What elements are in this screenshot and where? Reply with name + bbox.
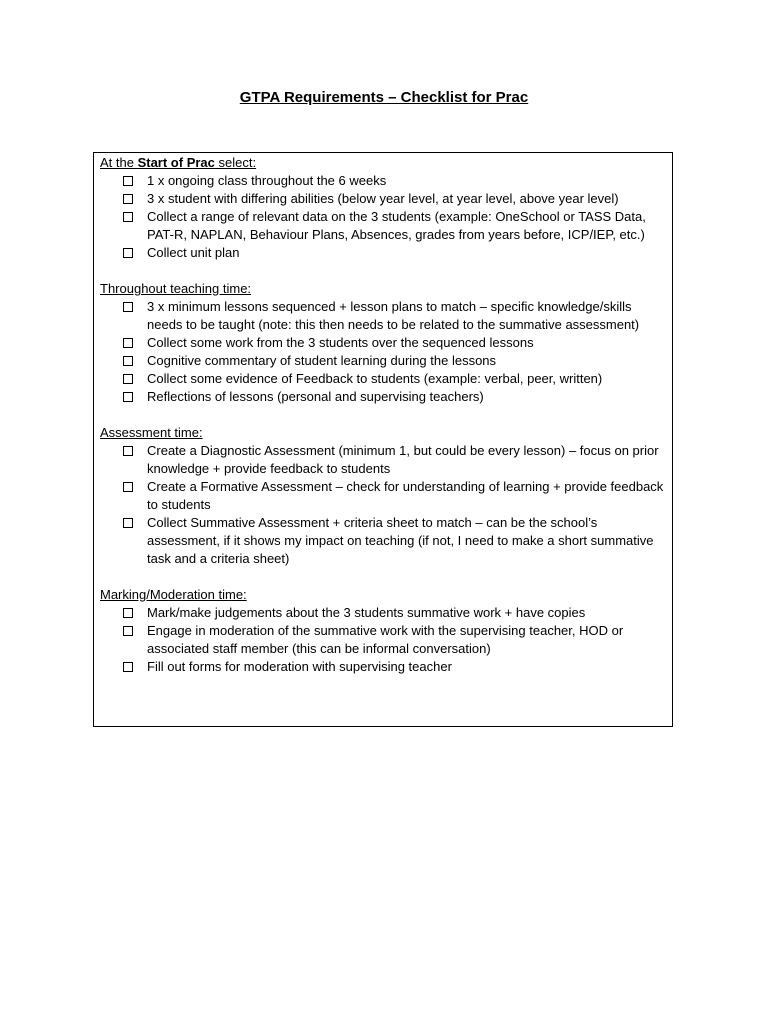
checklist-item (100, 442, 666, 478)
checkbox-icon[interactable] (123, 374, 133, 384)
checklist-item-text: Fill out forms for moderation with supervising teacher (147, 659, 452, 674)
checkbox-icon[interactable] (123, 194, 133, 204)
checklist-item-text: Create a Diagnostic Assessment (minimum 1, but could be every lesson) – focus on prior knowledge + provide feedback to students (147, 443, 659, 476)
checklist-item-text: Collect a range of relevant data on the 3 students (example: OneSchool or TASS Data, PAT-R, NAPLAN, Behaviour Plans, Absences, grades from years before, ICP/IEP, etc.) (147, 209, 646, 242)
checklist-item-text: Engage in moderation of the summative work with the supervising teacher, HOD or associated staff member (this can be informal conversation) (147, 623, 624, 656)
checkbox-icon[interactable] (123, 212, 133, 222)
checkbox-icon[interactable] (123, 518, 133, 528)
section-marking-moderation (100, 586, 666, 676)
checklist-item-text: 1 x ongoing class throughout the 6 weeks (147, 173, 387, 188)
section-heading (100, 154, 666, 172)
checklist-item-text: Mark/make judgements about the 3 students summative work + have copies (147, 605, 586, 620)
page-title: GTPA Requirements – Checklist for Prac (239, 89, 529, 106)
section-heading: Marking/Moderation time: (100, 587, 247, 602)
checklist-item (100, 172, 666, 190)
checklist-item (100, 190, 666, 208)
checkbox-icon[interactable] (123, 392, 133, 402)
checklist-item (100, 370, 666, 388)
checkbox-icon[interactable] (123, 248, 133, 258)
section-heading: Throughout teaching time: (100, 281, 252, 296)
checkbox-icon[interactable] (123, 446, 133, 456)
section-heading-prefix: At the (100, 155, 138, 170)
checklist-box (93, 152, 673, 727)
checklist-item-text: Collect unit plan (147, 245, 240, 260)
checklist-item (100, 352, 666, 370)
checklist-item-text: 3 x minimum lessons sequenced + lesson plans to match – specific knowledge/skills needs to be taught (note: this then needs to be related to the summative assessment) (147, 299, 640, 332)
checklist-item-text: 3 x student with differing abilities (below year level, at year level, above year level) (147, 191, 619, 206)
checklist-item (100, 622, 666, 658)
section-heading-suffix: select: (214, 155, 257, 170)
checkbox-icon[interactable] (123, 662, 133, 672)
checklist-item (100, 388, 666, 406)
checklist-item (100, 298, 666, 334)
checklist-item (100, 514, 666, 568)
checklist-item-text: Cognitive commentary of student learning during the lessons (147, 353, 497, 368)
checklist-item (100, 334, 666, 352)
checklist-item (100, 208, 666, 244)
section-assessment (100, 424, 666, 568)
section-heading: Assessment time: (100, 425, 203, 440)
checkbox-icon[interactable] (123, 626, 133, 636)
checklist-item-text: Reflections of lessons (personal and supervising teachers) (147, 389, 484, 404)
section-heading-bold: Start of Prac (137, 155, 215, 170)
checklist-item-text: Create a Formative Assessment – check for understanding of learning + provide feedback to students (147, 479, 664, 512)
checkbox-icon[interactable] (123, 356, 133, 366)
checklist-item-text: Collect some evidence of Feedback to students (example: verbal, peer, written) (147, 371, 603, 386)
section-throughout-teaching (100, 280, 666, 406)
checkbox-icon[interactable] (123, 338, 133, 348)
checklist-item (100, 658, 666, 676)
checklist-item-text: Collect Summative Assessment + criteria sheet to match – can be the school’s assessment, if it shows my impact on teaching (if not, I need to make a short summative task and a criteria sheet) (147, 515, 654, 566)
checklist-item (100, 604, 666, 622)
checkbox-icon[interactable] (123, 302, 133, 312)
checklist-item (100, 244, 666, 262)
section-start-of-prac (100, 154, 666, 262)
checkbox-icon[interactable] (123, 482, 133, 492)
checkbox-icon[interactable] (123, 176, 133, 186)
checkbox-icon[interactable] (123, 608, 133, 618)
checklist-item (100, 478, 666, 514)
checklist-item-text: Collect some work from the 3 students over the sequenced lessons (147, 335, 534, 350)
